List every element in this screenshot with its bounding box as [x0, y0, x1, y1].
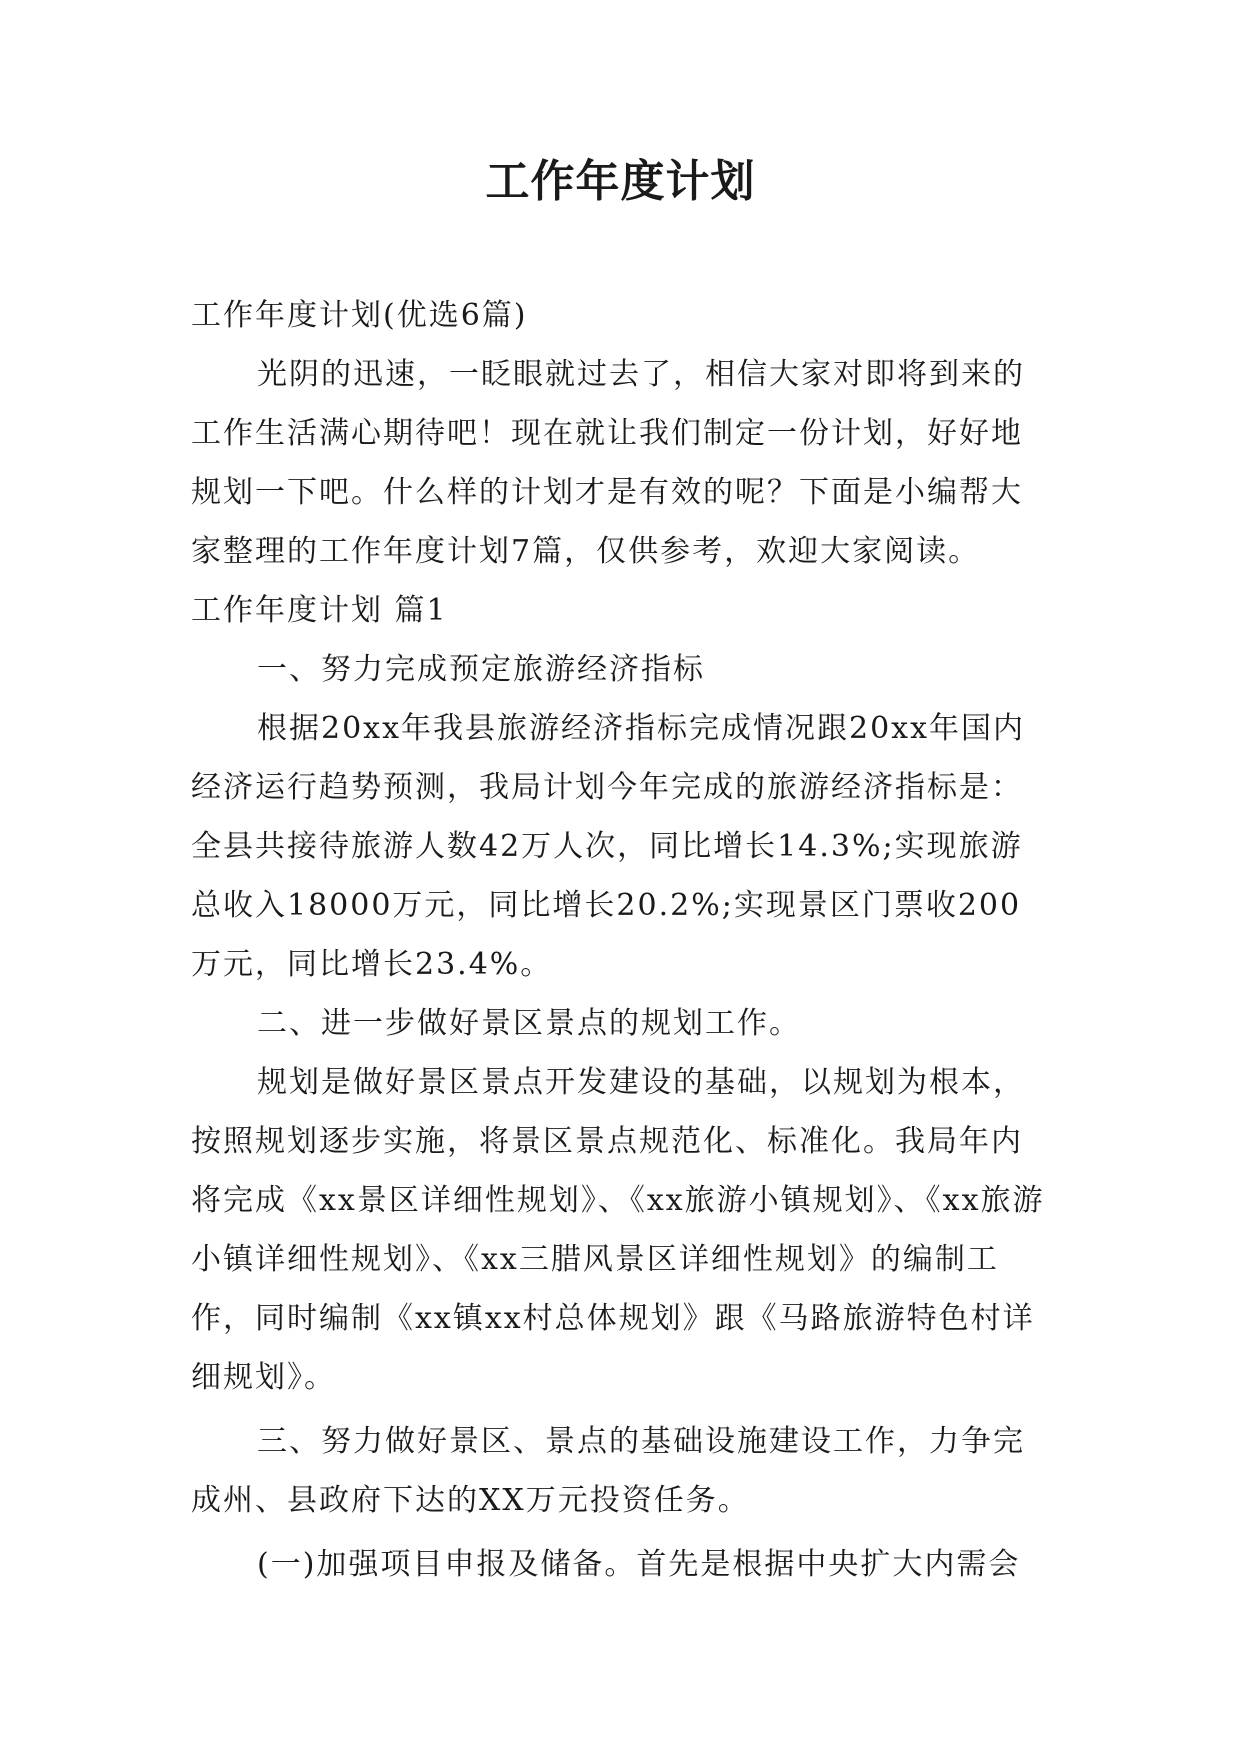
document-title: 工作年度计划	[485, 156, 756, 207]
paragraph-heading-1: 一、努力完成预定旅游经济指标	[257, 652, 705, 687]
paragraph-body-3: (一)加强项目申报及储备。首先是根据中央扩大内需会	[257, 1547, 1021, 1582]
paragraph-body-1: 根据20xx年我县旅游经济指标完成情况跟20xx年国内经济运行趋势预测，我局计划今年完成的旅游经济指标是：全县共接待旅游人数42万人次，同比增长14.3%;实现旅游总收入18000万元，同比增长20.2%;实现景区门票收200万元，同比增长23.4%。	[191, 711, 1026, 982]
intro-paragraph: 光阴的迅速，一眨眼就过去了，相信大家对即将到来的工作生活满心期待吧！现在就让我们制定一份计划，好好地规划一下吧。什么样的计划才是有效的呢？下面是小编帮大家整理的工作年度计划7篇，仅供参考，欢迎大家阅读。	[191, 357, 1025, 569]
section-heading: 工作年度计划 篇1	[191, 593, 448, 628]
paragraph-heading-3: 三、努力做好景区、景点的基础设施建设工作，力争完成州、县政府下达的XX万元投资任务。	[191, 1424, 1025, 1518]
paragraph-body-2: 规划是做好景区景点开发建设的基础，以规划为根本，按照规划逐步实施，将景区景点规范化、标准化。我局年内将完成《xx景区详细性规划》、《xx旅游小镇规划》、《xx旅游小镇详细性规划》、《xx三腊风景区详细性规划》的编制工作，同时编制《xx镇xx村总体规划》跟《马路旅游特色村详细规划》。	[191, 1065, 1045, 1395]
document-body	[191, 286, 1051, 1594]
document-subtitle: 工作年度计划(优选6篇)	[191, 298, 528, 333]
paragraph-heading-2: 二、进一步做好景区景点的规划工作。	[257, 1006, 801, 1041]
